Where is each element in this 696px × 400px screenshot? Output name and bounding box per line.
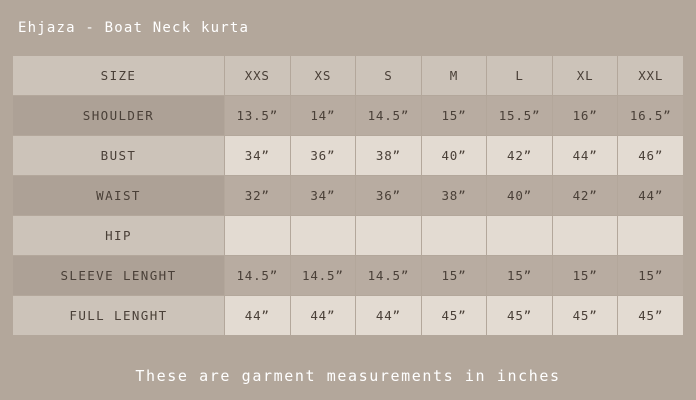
page-title: Ehjaza - Boat Neck kurta <box>18 20 250 36</box>
row-label-sleeve-lenght: SLEEVE LENGHT <box>13 256 225 296</box>
cell-bust-xxl: 46” <box>618 136 684 176</box>
cell-hip-xxl <box>618 216 684 256</box>
table-header-size: SIZE <box>13 56 225 96</box>
cell-sleeve-xxl: 15” <box>618 256 684 296</box>
table-header-xxl: XXL <box>618 56 684 96</box>
cell-full-xl: 45” <box>552 296 618 336</box>
cell-full-xxs: 44” <box>225 296 291 336</box>
cell-bust-xxs: 34” <box>225 136 291 176</box>
size-table <box>12 55 684 336</box>
cell-shoulder-xl: 16” <box>552 96 618 136</box>
cell-waist-s: 36” <box>356 176 422 216</box>
cell-bust-xl: 44” <box>552 136 618 176</box>
cell-full-l: 45” <box>487 296 553 336</box>
cell-shoulder-xs: 14” <box>290 96 356 136</box>
cell-waist-xs: 34” <box>290 176 356 216</box>
cell-waist-xxs: 32” <box>225 176 291 216</box>
cell-hip-l <box>487 216 553 256</box>
table-header-xl: XL <box>552 56 618 96</box>
cell-bust-m: 40” <box>421 136 487 176</box>
row-label-bust: BUST <box>13 136 225 176</box>
cell-shoulder-m: 15” <box>421 96 487 136</box>
cell-shoulder-s: 14.5” <box>356 96 422 136</box>
table-row <box>13 176 684 216</box>
table-row <box>13 296 684 336</box>
row-label-waist: WAIST <box>13 176 225 216</box>
cell-bust-l: 42” <box>487 136 553 176</box>
cell-shoulder-xxs: 13.5” <box>225 96 291 136</box>
cell-hip-xs <box>290 216 356 256</box>
cell-hip-s <box>356 216 422 256</box>
cell-sleeve-xxs: 14.5” <box>225 256 291 296</box>
row-label-shoulder: SHOULDER <box>13 96 225 136</box>
cell-shoulder-l: 15.5” <box>487 96 553 136</box>
cell-sleeve-l: 15” <box>487 256 553 296</box>
table-header-xxs: XXS <box>225 56 291 96</box>
table-row <box>13 96 684 136</box>
cell-full-xxl: 45” <box>618 296 684 336</box>
cell-sleeve-s: 14.5” <box>356 256 422 296</box>
table-header-xs: XS <box>290 56 356 96</box>
cell-waist-xl: 42” <box>552 176 618 216</box>
row-label-hip: HIP <box>13 216 225 256</box>
cell-full-s: 44” <box>356 296 422 336</box>
table-header-m: M <box>421 56 487 96</box>
table-header-s: S <box>356 56 422 96</box>
footer-note: These are garment measurements in inches <box>0 352 696 400</box>
size-table-container <box>12 55 684 336</box>
cell-full-m: 45” <box>421 296 487 336</box>
cell-bust-xs: 36” <box>290 136 356 176</box>
cell-sleeve-xs: 14.5” <box>290 256 356 296</box>
cell-hip-xl <box>552 216 618 256</box>
table-row <box>13 256 684 296</box>
table-header-l: L <box>487 56 553 96</box>
table-row-header <box>13 56 684 96</box>
cell-waist-l: 40” <box>487 176 553 216</box>
cell-hip-xxs <box>225 216 291 256</box>
cell-waist-xxl: 44” <box>618 176 684 216</box>
cell-waist-m: 38” <box>421 176 487 216</box>
cell-bust-s: 38” <box>356 136 422 176</box>
cell-shoulder-xxl: 16.5” <box>618 96 684 136</box>
cell-sleeve-xl: 15” <box>552 256 618 296</box>
cell-sleeve-m: 15” <box>421 256 487 296</box>
cell-full-xs: 44” <box>290 296 356 336</box>
cell-hip-m <box>421 216 487 256</box>
row-label-full-lenght: FULL LENGHT <box>13 296 225 336</box>
table-row <box>13 136 684 176</box>
table-row <box>13 216 684 256</box>
